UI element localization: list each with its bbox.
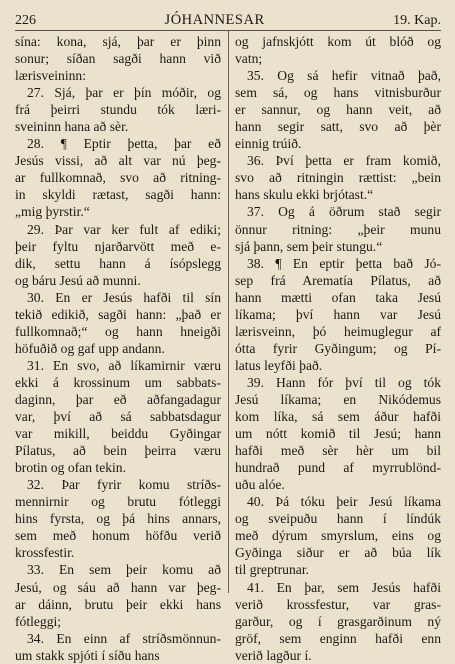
running-header (15, 12, 441, 31)
text-line: Jesús vissi, að alt var nú þeg- (15, 153, 221, 169)
text-line: 30. En er Jesús hafði til sín (27, 289, 221, 305)
text-line: vatn; (235, 51, 263, 67)
page-number: 226 (15, 13, 36, 28)
text-line: um stakk spjóti í síðu hans (15, 647, 160, 663)
text-line: mennirnir og brutu fótleggi (15, 494, 221, 510)
text-line: lærisveinn, þó heimuglegur af (235, 323, 441, 339)
text-line: hans skulu ekki brjótast.“ (235, 187, 374, 203)
text-line: sveininn hana að sèr. (15, 119, 129, 135)
text-line: 27. Sjá, þar er þín móðir, og (27, 85, 221, 101)
text-line: sep frá Arematía Pílatus, að (235, 272, 441, 288)
text-line: og jafnskjótt kom út blóð og (235, 34, 441, 49)
text-line: 37. Og á öðrum stað segir (247, 204, 441, 220)
left-column (15, 33, 221, 663)
column-divider (228, 31, 229, 593)
text-line: er sannur, og hann veit, að (235, 102, 441, 118)
text-line: verið lagður í. (235, 647, 312, 663)
text-line: 28. ¶ Eptir þetta, þar eð (27, 136, 221, 152)
text-line: „mig þyrstir.“ (15, 204, 90, 220)
text-line: 31. En svo, að líkamirnir væru (27, 357, 221, 373)
text-line: og sveipuðu hann í líndúk (235, 511, 441, 527)
text-line: þeir fyltu njarðarvött með e- (15, 238, 221, 254)
text-line: dik, settu hann á ísópslegg (15, 255, 221, 271)
text-line: Jesú líkama; en Nikódemus (235, 391, 441, 407)
text-line: 34. En einn af stríðsmönnun- (27, 630, 221, 646)
text-line: uðu alóe. (235, 477, 285, 493)
text-line: 36. Því þetta er fram komið, (247, 153, 441, 169)
text-line: 29. Þar var ker fult af ediki; (27, 221, 221, 237)
text-columns (15, 33, 441, 663)
text-line: fullkomnað;“ og hann hneigði (15, 323, 221, 339)
text-line: ar dáinn, brutu þeir ekki hans (15, 596, 221, 612)
text-line: sjá þann, sem þeir stungu.“ (235, 238, 383, 254)
text-line: kom líka, sá sem áður hafði (235, 409, 441, 425)
text-line: sem sá, og hans vitnisburður (235, 85, 441, 101)
text-line: með dýrum smyrslum, eins og (235, 528, 441, 544)
text-line: hann segir satt, svo að þèr (235, 119, 441, 135)
chapter-label: 19. Kap. (393, 13, 441, 28)
text-line: ekki á krossinum um sabbats- (15, 374, 221, 390)
text-line: 41. En þar, sem Jesús hafði (247, 579, 441, 595)
text-line: var mikill, beiddu Gyðingar (15, 426, 221, 442)
text-line: 39. Hann fór því til og tók (247, 374, 441, 390)
text-line: in skyldi rætast, sagði hann: (15, 187, 221, 203)
text-line: verið krossfestur, var gras- (235, 596, 441, 612)
text-line: krossfestir. (15, 545, 75, 561)
text-line: höfuðið og gaf upp andann. (15, 340, 165, 356)
text-line: var, því að sá sabbatsdagur (15, 409, 221, 425)
text-line: svo að ritningin rættist: „bein (235, 170, 441, 186)
text-line: hundrað pund af myrrublönd- (235, 460, 441, 476)
text-line: Gyðinga siður er að búa lík (235, 545, 441, 561)
text-line: einnig trúið. (235, 136, 302, 152)
text-line: 38. ¶ En eptir þetta bað Jó- (247, 255, 441, 271)
text-line: 40. Þá tóku þeir Jesú líkama (247, 494, 441, 510)
text-line: til greptrunar. (235, 562, 309, 578)
text-line: fótleggi; (15, 613, 62, 629)
text-line: latus leyfði það. (235, 357, 323, 373)
right-column (235, 33, 441, 663)
text-line: sem með honum höfðu verið (15, 528, 221, 544)
text-line: hins fyrsta, og þá hins annars, (15, 511, 221, 527)
text-line: garður, og í grasgarðinum ný (235, 613, 441, 629)
text-line: líkama; því hann var Jesú (235, 306, 441, 322)
text-line: 35. Og sá hefir vitnað það, (247, 68, 441, 84)
text-line: Jesú, og sáu að hann var þeg- (15, 579, 221, 595)
text-line: hann mætti ofan taka Jesú (235, 289, 441, 305)
text-line: ar fullkomnað, svo að ritning- (15, 170, 221, 186)
text-line: og báru Jesú að munni. (15, 272, 141, 288)
text-line: brotin og ofan tekin. (15, 460, 126, 476)
text-line: Pílatus, að bein þeirra væru (15, 443, 221, 459)
text-line: sonur; síðan sagði hann við (15, 51, 221, 67)
text-line: 33. En sem þeir komu að (27, 562, 221, 578)
text-line: 32. Þar fyrir komu stríðs- (27, 477, 221, 493)
text-line: um nótt komið til Jesú; hann (235, 426, 441, 442)
book-title: JÓHANNESAR (164, 12, 265, 28)
text-line: ótta fyrir Gyðingum; og Pí- (235, 340, 441, 356)
text-line: daginn, þar eð aðfangadagur (15, 391, 221, 407)
text-line: gröf, sem enginn hafði enn (235, 630, 441, 646)
text-line: lærisveininn: (15, 68, 86, 84)
text-line: önnur ritning: „þeir munu (235, 221, 441, 237)
text-line: tekið edikið, sagði hann: „það er (15, 306, 221, 322)
text-line: sína: kona, sjá, þar er þinn (15, 34, 221, 49)
text-line: frá þeirri stundu tók læri- (15, 102, 221, 118)
text-line: hafði með sèr hèr um bil (235, 443, 441, 459)
